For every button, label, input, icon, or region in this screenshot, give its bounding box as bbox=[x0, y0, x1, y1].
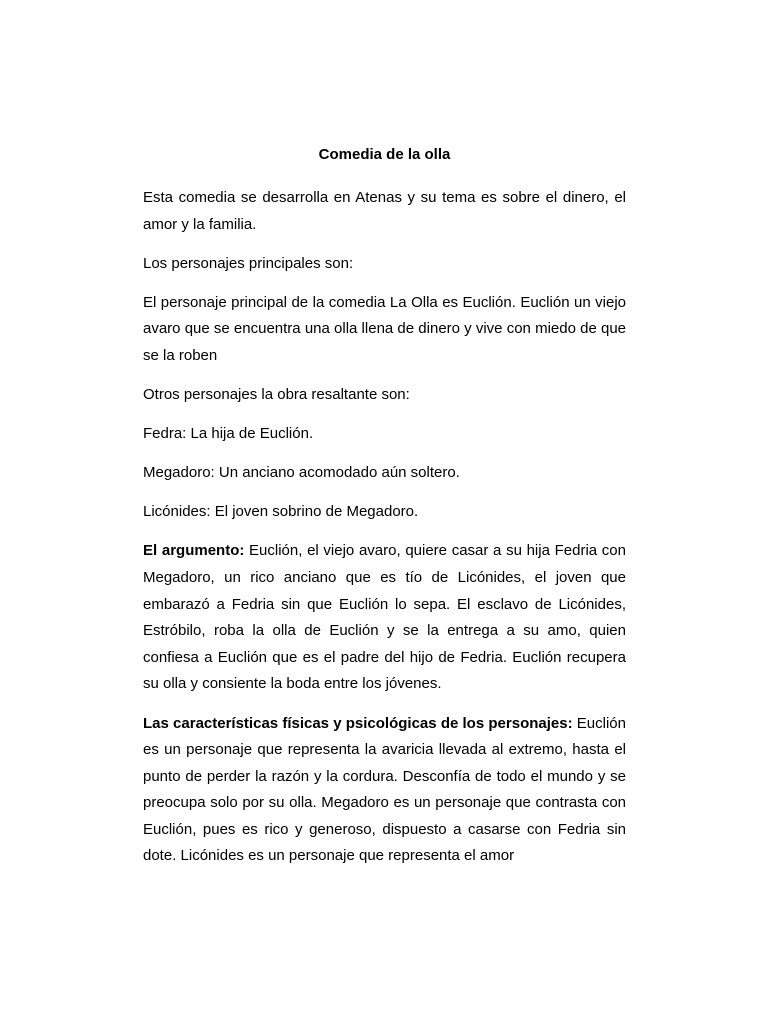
document-title: Comedia de la olla bbox=[318, 146, 451, 163]
paragraph-characteristics bbox=[143, 711, 626, 871]
paragraph-other-characters-heading: Otros personajes la obra resaltante son: bbox=[143, 386, 410, 404]
argument-text: Euclión, el viejo avaro, quiere casar a su hija Fedria con Megadoro, un rico anciano que es tío de Licónides, el joven que embarazó a Fedria sin que Euclión lo sepa. El esclavo de Licónides, Estróbilo, roba la olla de Euclión y se la entrega a su amo, quien confiesa a Euclión que es el padre del hijo de Fedria. Euclión recupera su olla y consiente la boda entre los jóvenes. bbox=[143, 542, 626, 693]
paragraph-main-characters-heading: Los personajes principales son: bbox=[143, 254, 354, 272]
paragraph-liconides: Licónides: El joven sobrino de Megadoro. bbox=[143, 503, 419, 521]
document-page bbox=[143, 145, 626, 883]
paragraph-argument bbox=[143, 538, 626, 698]
paragraph-main-character: El personaje principal de la comedia La Olla es Euclión. Euclión un viejo avaro que se encuentra una olla llena de dinero y vive con miedo de que se la roben bbox=[143, 293, 626, 364]
paragraph-fedra: Fedra: La hija de Euclión. bbox=[143, 425, 314, 443]
characteristics-lead: Las características físicas y psicológicas de los personajes: bbox=[143, 714, 573, 732]
paragraph-megadoro: Megadoro: Un anciano acomodado aún soltero. bbox=[143, 464, 460, 482]
paragraph-intro: Esta comedia se desarrolla en Atenas y su tema es sobre el dinero, el amor y la familia. bbox=[143, 189, 626, 233]
argument-lead: El argumento: bbox=[143, 542, 245, 560]
characteristics-text: Euclión es un personaje que representa la avaricia llevada al extremo, hasta el punto de perder la razón y la cordura. Desconfía de todo el mundo y se preocupa solo por su olla. Megadoro es un personaje que contrasta con Euclión, pues es rico y generoso, dispuesto a casarse con Fedria sin dote. Licónides es un personaje que representa el amor bbox=[143, 714, 626, 865]
